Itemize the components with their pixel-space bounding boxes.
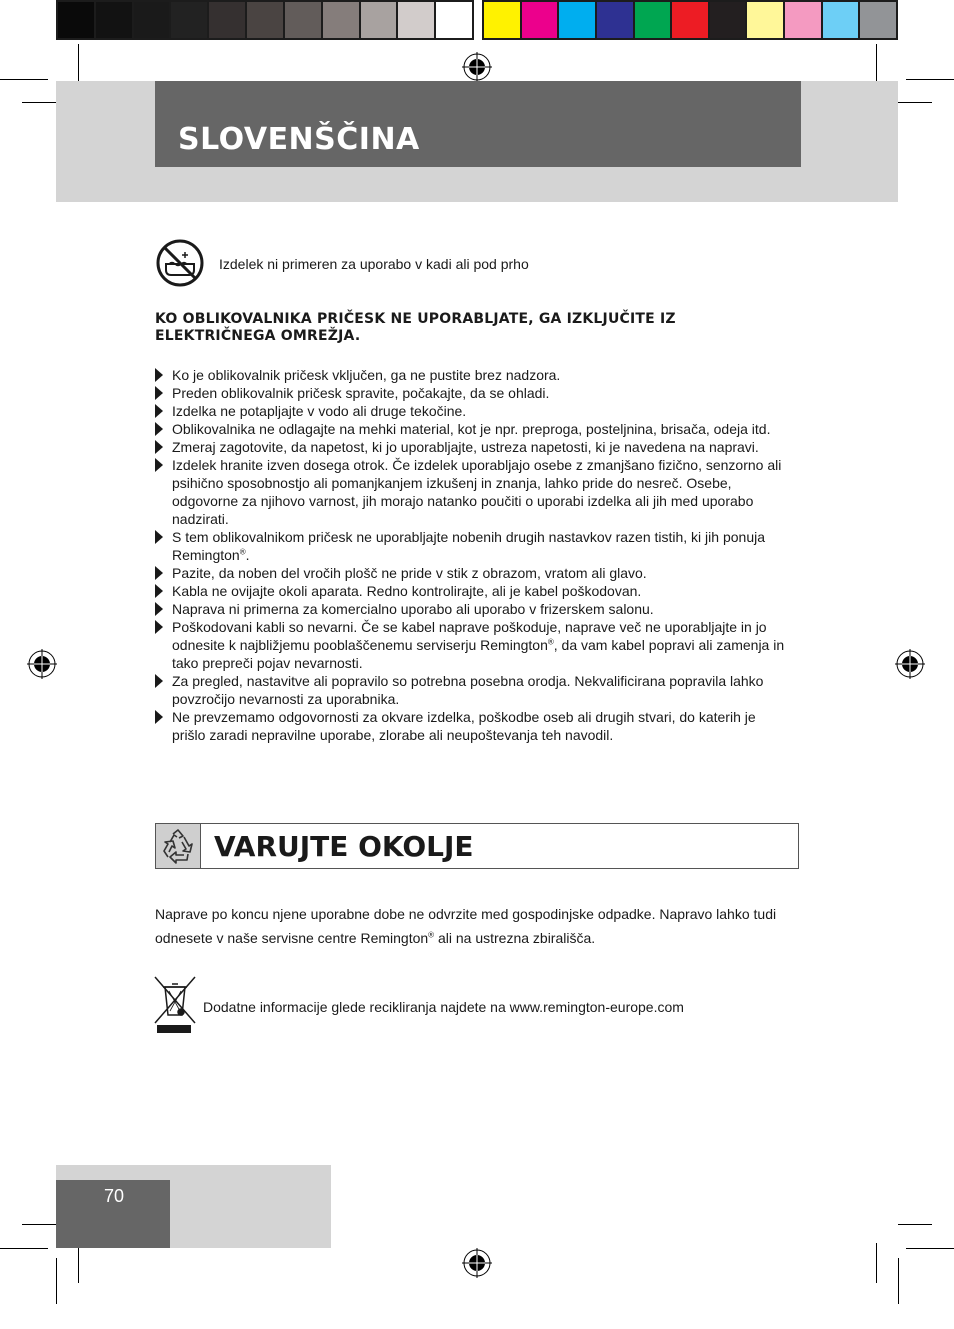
- bullet-arrow-icon: [155, 458, 163, 472]
- color-calibration-bar: [56, 0, 898, 40]
- list-item: Ne prevzemamo odgovornosti za okvare izdelka, poškodbe oseb ali drugih stvari, do katerih je prišlo zaradi nepravilne uporabe, zlorabe ali neupoštevanja teh navodil.: [155, 708, 785, 744]
- recycle-icon-box: [156, 824, 201, 868]
- list-item: Izdelek hranite izven dosega otrok. Če izdelek uporabljajo osebe z zmanjšano fizično, senzorno ali psihično sposobnostjo ali pomanjkanjem izkušenj in znanja, lahko pride do nesreč. Osebe, odgovorne za njihovo varnost, jih morajo natanko poučiti o uporabi izdelka ali jih med uporabo nadzirati.: [155, 456, 785, 528]
- list-item: Oblikovalnika ne odlagajte na mehki material, kot je npr. preproga, posteljnina, brisača, odeja itd.: [155, 420, 785, 438]
- color-swatch: [96, 2, 132, 38]
- page-title: SLOVENŠČINA: [178, 122, 420, 157]
- bullet-arrow-icon: [155, 404, 163, 418]
- disposal-paragraph: Naprave po koncu njene uporabne dobe ne odvrzite med gospodinjske odpadke. Napravo lahko tudi odnesete v naše servisne centre Remington® ali na ustrezna zbirališča.: [155, 906, 777, 946]
- bullet-arrow-icon: [155, 710, 163, 724]
- color-swatch: [522, 2, 558, 38]
- list-item: Zmeraj zagotovite, da napetost, ki jo uporabljajte, ustreza napetosti, ki je navedena na napravi.: [155, 438, 785, 456]
- page-number: 70: [104, 1186, 125, 1206]
- bullet-arrow-icon: [155, 422, 163, 436]
- color-swatch: [209, 2, 245, 38]
- list-item: Poškodovani kabli so nevarni. Če se kabel naprave poškoduje, naprave več ne uporabljajte in jo odnesite k najbližjemu pooblaščenemu serviserju Remington®, da vam kabel popravi ali zamenja in tako prepreči pojav nevarnosti.: [155, 618, 785, 672]
- recycle-icon: [156, 824, 200, 868]
- bullet-arrow-icon: [155, 602, 163, 616]
- grayscale-swatches: [56, 0, 474, 40]
- color-swatch: [597, 2, 633, 38]
- bullet-arrow-icon: [155, 584, 163, 598]
- bullet-arrow-icon: [155, 674, 163, 688]
- registration-mark-right: [895, 649, 925, 679]
- bullet-arrow-icon: [155, 368, 163, 382]
- environment-section-header: [155, 823, 799, 869]
- color-swatch: [58, 2, 94, 38]
- no-bath-warning-text: Izdelek ni primeren za uporabo v kadi ali pod prho: [219, 256, 529, 272]
- color-swatches: [482, 0, 898, 40]
- list-item: Kabla ne ovijajte okoli aparata. Redno kontrolirajte, ali je kabel poškodovan.: [155, 582, 785, 600]
- color-swatch: [635, 2, 671, 38]
- color-swatch: [710, 2, 746, 38]
- color-swatch: [323, 2, 359, 38]
- color-swatch: [436, 2, 472, 38]
- registration-mark-left: [27, 649, 57, 679]
- no-bath-icon: [155, 238, 205, 288]
- recycling-info-text: Dodatne informacije glede recikliranja najdete na www.remington-europe.com: [203, 999, 684, 1015]
- color-swatch: [672, 2, 708, 38]
- crossed-bin-icon: [153, 975, 197, 1035]
- registration-mark-bottom: [462, 1248, 492, 1278]
- list-item: Ko je oblikovalnik pričesk vključen, ga ne pustite brez nadzora.: [155, 366, 785, 384]
- color-swatch: [747, 2, 783, 38]
- color-swatch: [785, 2, 821, 38]
- color-swatch: [398, 2, 434, 38]
- color-swatch: [559, 2, 595, 38]
- list-item: Preden oblikovalnik pričesk spravite, počakajte, da se ohladi.: [155, 384, 785, 402]
- color-swatch: [285, 2, 321, 38]
- color-swatch: [860, 2, 896, 38]
- bullet-arrow-icon: [155, 386, 163, 400]
- bullet-arrow-icon: [155, 440, 163, 454]
- bullet-arrow-icon: [155, 530, 163, 544]
- list-item: S tem oblikovalnikom pričesk ne uporabljajte nobenih drugih nastavkov razen tistih, ki jih ponuja Remington®.: [155, 528, 785, 564]
- color-swatch: [361, 2, 397, 38]
- list-item: Pazite, da noben del vročih plošč ne pride v stik z obrazom, vratom ali glavo.: [155, 564, 785, 582]
- environment-section-title: VARUJTE OKOLJE: [214, 830, 474, 863]
- list-item: Za pregled, nastavitve ali popravilo so potrebna posebna orodja. Nekvalificirana popravila lahko povzročijo nevarnosti za uporabnika.: [155, 672, 785, 708]
- list-item: Izdelka ne potapljajte v vodo ali druge tekočine.: [155, 402, 785, 420]
- color-swatch: [823, 2, 859, 38]
- bullet-arrow-icon: [155, 620, 163, 634]
- registration-mark-top: [462, 52, 492, 82]
- safety-instructions-list: [155, 366, 785, 744]
- color-swatch: [134, 2, 170, 38]
- unplug-warning-heading: KO OBLIKOVALNIKA PRIČESK NE UPORABLJATE, GA IZKLJUČITE IZ ELEKTRIČNEGA OMREŽJA.: [155, 311, 676, 344]
- bullet-arrow-icon: [155, 566, 163, 580]
- list-item: Naprava ni primerna za komercialno uporabo ali uporabo v frizerskem salonu.: [155, 600, 785, 618]
- color-swatch: [247, 2, 283, 38]
- color-swatch: [171, 2, 207, 38]
- color-swatch: [484, 2, 520, 38]
